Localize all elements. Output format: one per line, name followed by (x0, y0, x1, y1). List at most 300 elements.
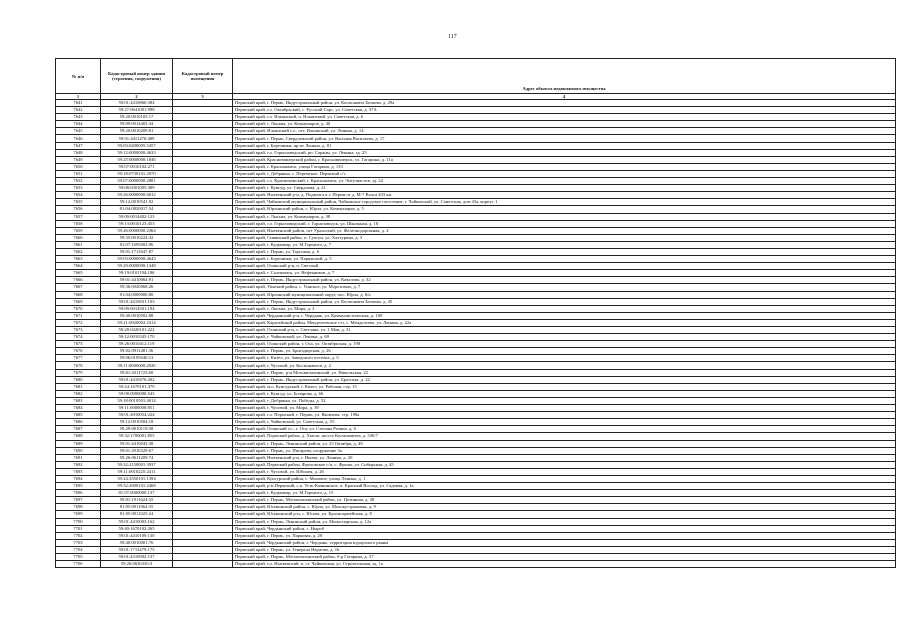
cadastral-number-building: 59:20:0010103:17 (101, 114, 173, 121)
object-address: Пермский край, р-н Пермский, с.п. Усть-Качкинское, п. Красный Восход, ул. Садовая, д. 1а (233, 483, 896, 490)
table-row (56, 390, 896, 397)
cadastral-number-building: 59:40:1670102:265 (101, 525, 173, 532)
row-number: 7650 (56, 163, 101, 170)
table-row (56, 248, 896, 255)
cadastral-number-building: 59:06:0105040:13 (101, 355, 173, 362)
cadastral-number-room (173, 213, 233, 220)
object-address: Пермский край, г. Пермь, ул. Бригадирская, д. 26 (233, 348, 896, 355)
cadastral-number-building: 59:12:0000000:4633 (101, 149, 173, 156)
cadastral-number-building: 59:40:0010001:76 (101, 539, 173, 546)
cadastral-number-building: 59:20:0010209:81 (101, 128, 173, 135)
table-row (56, 256, 896, 263)
row-number: 7657 (56, 213, 101, 220)
object-address: Пермский край, Чердынский район, с. Ныроб (233, 525, 896, 532)
table-row (56, 419, 896, 426)
cadastral-number-building: 81:05:0011064:35 (101, 504, 173, 511)
cadastral-number-building: 59:01:1713479:175 (101, 546, 173, 553)
cadastral-number-room (173, 291, 233, 298)
row-number: 7684 (56, 405, 101, 412)
table-row (56, 220, 896, 227)
cadastral-number-room (173, 397, 233, 404)
object-address: Пермский край, Нытвенский р-н, г. Нытва, ул. Ленина, д. 20 (233, 454, 896, 461)
object-address: Пермский край, м.о. Кунгурский, г. Кизел, ул. Рабочая, стр. 15 (233, 383, 896, 390)
object-address: Пермский край, г.о. Горнозаводский, г. Горнозаводск, ул. Школьная, д. 18 (233, 220, 896, 227)
cadastral-number-building: 59:18:0010501:4014 (101, 397, 173, 404)
cadastral-number-building: 81:05:0011025:24 (101, 511, 173, 518)
object-address: Пермский край, г. Пермь, ул. Генерала Наумова, д. 16 (233, 546, 896, 553)
object-address: Пермский край, г.о. Октябрьский, с. Русский Сарс, ул. Советская, д. 37А (233, 107, 896, 114)
row-number: 7699 (56, 511, 101, 518)
cadastral-number-room (173, 561, 233, 568)
table-row (56, 206, 896, 213)
cadastral-number-room (173, 468, 233, 475)
cadastral-number-room (173, 220, 233, 227)
object-address: Пермский край, г. Чайковский, ул. Советская, д. 55 (233, 419, 896, 426)
cadastral-number-building: 59:01:4410470:202 (101, 376, 173, 383)
cadastral-number-room (173, 383, 233, 390)
header-cad-building: Кадастровый номер здания (строения, сооружения) (101, 59, 173, 94)
object-address: Пермский край, г. Кунгур, ул. Бочарова, д. 66 (233, 390, 896, 397)
cadastral-number-room (173, 497, 233, 504)
object-address: Пермский край, г. Кудымкар, ул. М.Горького, д. 15 (233, 490, 896, 497)
cadastral-number-building: 59:09:0014402:123 (101, 213, 173, 220)
table-row (56, 241, 896, 248)
row-number: 7687 (56, 426, 101, 433)
table-row (56, 412, 896, 419)
row-number: 7667 (56, 284, 101, 291)
row-number: 7653 (56, 185, 101, 192)
table-row (56, 128, 896, 135)
row-number: 7646 (56, 135, 101, 142)
row-number: 7644 (56, 121, 101, 128)
cadastral-number-room (173, 546, 233, 553)
table-row (56, 475, 896, 482)
table-row (56, 525, 896, 532)
row-number: 7682 (56, 390, 101, 397)
table-row (56, 192, 896, 199)
object-address: Пермский край, г. Лысьва, ул. Мира, д. 3 (233, 305, 896, 312)
cadastral-number-room (173, 355, 233, 362)
table-row (56, 298, 896, 305)
table-row (56, 483, 896, 490)
object-address: Пермский край, Нытвенский район, пгт Уральский, ул. Железнодорожная, д. 4 (233, 227, 896, 234)
row-number: 7680 (56, 376, 101, 383)
table-row (56, 511, 896, 518)
object-address: Пермский край, г. Лысьва, ул. Коммунаров, д. 38 (233, 213, 896, 220)
object-address: Пермский край, г. Чусовой, ул. Космонавтов, д. 2 (233, 362, 896, 369)
table-body (56, 100, 896, 568)
row-number: 7681 (56, 383, 101, 390)
table-row (56, 397, 896, 404)
table-row (56, 163, 896, 170)
object-address: Пермский край, г. Березники, ул. Парижской, д. 5 (233, 256, 896, 263)
cadastral-number-building: 59:21:0920002:2314 (101, 319, 173, 326)
cadastral-number-room (173, 156, 233, 163)
cadastral-number-room (173, 334, 233, 341)
table-row (56, 213, 896, 220)
header-num: № п/п (56, 59, 101, 94)
cadastral-number-building: 59:01:4411470:489 (101, 135, 173, 142)
table-row (56, 468, 896, 475)
row-number: 7676 (56, 348, 101, 355)
cadastral-number-building: 59:35:0010224:32 (101, 234, 173, 241)
row-number: 7692 (56, 461, 101, 468)
table-row (56, 170, 896, 177)
cadastral-number-building: 81:07:1695002:96 (101, 241, 173, 248)
table-row (56, 426, 896, 433)
cadastral-number-room (173, 270, 233, 277)
row-number: 7702 (56, 532, 101, 539)
row-number: 7705 (56, 554, 101, 561)
row-number: 7665 (56, 270, 101, 277)
table-row (56, 142, 896, 149)
object-address: Пермский край, Юрлинский муниципальный округ, пос. Юрла, д. 8/а (233, 291, 896, 298)
cadastral-number-building: 59:32:2150001:3937 (101, 461, 173, 468)
object-address: Пермский край, Карагайский район, Менделеевское с/п, с. Менделеево, ул. Ленина, д. 22а (233, 319, 896, 326)
table-header-row (56, 59, 896, 94)
object-address: Пермский край, г. Пермь, Индустриальный район, ул. Космонавта Беляева, д. 29а (233, 100, 896, 107)
row-number: 7678 (56, 362, 101, 369)
cadastral-number-room (173, 518, 233, 525)
row-number: 7658 (56, 220, 101, 227)
cadastral-number-building: 59:24:1670101:379 (101, 383, 173, 390)
table-row (56, 362, 896, 369)
object-address: Пермский край, Красновишерский район, г. Красновишерск, ул. Гагарина, д. 11а (233, 156, 896, 163)
row-number: 7697 (56, 497, 101, 504)
object-address: Пермский край, г. Кудымкар, ул. М.Горького, д. 7 (233, 241, 896, 248)
cadastral-number-building: 59:26:0010412:119 (101, 341, 173, 348)
cadastral-number-room (173, 426, 233, 433)
row-number: 7659 (56, 227, 101, 234)
object-address: Пермский край, г. Лысьва, ул. Коммунаров, д. 40 (233, 121, 896, 128)
cadastral-number-room (173, 504, 233, 511)
object-address: Пермский край, г. Добрянка, с. Перемское, Пермский с/с (233, 170, 896, 177)
object-address: Пермский край, г. Чусовой, ул. Юбилея, д. 26 (233, 468, 896, 475)
row-number: 7662 (56, 248, 101, 255)
object-address: Пермский край, г.о. Краснокамский, г. Краснокамск, ул. Энтузиастов, зд. 22 (233, 178, 896, 185)
object-address: Пермский край, г. Добрянка, ул. Победы, д. 52 (233, 397, 896, 404)
object-address: Пермский край, г. Пермь, Мотовилихинский район, ул. Целинная, д. 38 (233, 497, 896, 504)
cadastral-number-room (173, 554, 233, 561)
table-row (56, 454, 896, 461)
row-number: 7645 (56, 128, 101, 135)
object-address: Пермский край, г.о. Горнозаводский, рп. Сараны, ул. Ленина, зд. 25 (233, 149, 896, 156)
object-address: Пермский край, Чайковский муниципальный район, Чайковское городское поселение, г. Чайковский, ул. Советская, дом 43а, корпус 1 (233, 199, 896, 206)
cadastral-number-building: 59:40:0010502:88 (101, 312, 173, 319)
cadastral-number-building: 59:32:1700001:855 (101, 433, 173, 440)
object-address: Пермский край, г. Пермь, Индустриальный район, ул. Космонавта Беляева, д. 45 (233, 298, 896, 305)
object-address: Пермский край, г. Пермь, ул. Торговая, д. 6 (233, 248, 896, 255)
cadastral-number-room (173, 100, 233, 107)
row-number: 7666 (56, 277, 101, 284)
table-row (56, 497, 896, 504)
table-row (56, 107, 896, 114)
table-row (56, 270, 896, 277)
cadastral-number-room (173, 376, 233, 383)
object-address: Пермский край, г. Пермь, Ленинский район, ул. 25 Октября, д. 48 (233, 440, 896, 447)
table-row (56, 490, 896, 497)
object-address: Пермский край, г. Пермь, ул. Парковая, д. 20 (233, 532, 896, 539)
cadastral-number-building: 59:01:4410043:38 (101, 440, 173, 447)
cadastral-number-room (173, 319, 233, 326)
cadastral-number-room (173, 454, 233, 461)
row-number: 7670 (56, 305, 101, 312)
row-number: 7661 (56, 241, 101, 248)
row-number: 7693 (56, 468, 101, 475)
table-row (56, 284, 896, 291)
cadastral-number-room (173, 199, 233, 206)
cadastral-number-room (173, 490, 233, 497)
cadastral-number-building: 59:26:0630330:3 (101, 561, 173, 568)
table-row (56, 291, 896, 298)
object-address: Пермский край, г.о. Пермский, г. Пермь, ул. Яковлева, стр. 198а (233, 412, 896, 419)
table-row (56, 156, 896, 163)
row-number: 7685 (56, 412, 101, 419)
row-number: 7694 (56, 475, 101, 482)
table-row (56, 518, 896, 525)
cadastral-number-room (173, 369, 233, 376)
cadastral-number-room (173, 475, 233, 482)
cadastral-number-room (173, 227, 233, 234)
object-address: Пермский край, г. Пермь, р-н Мотовилихинский, ул. Никольская, 22 (233, 369, 896, 376)
table-row (56, 348, 896, 355)
object-address: Пермский край, Осинский г.о., г. Оса, ул. Степана Разина, д. 6 (233, 426, 896, 433)
row-number: 7655 (56, 199, 101, 206)
table-row (56, 369, 896, 376)
cadastral-number-building: 59:25:0000000:1846 (101, 156, 173, 163)
row-number: 7651 (56, 170, 101, 177)
cadastral-number-room (173, 284, 233, 291)
table-row (56, 334, 896, 341)
object-address: Пермский край, г. Пермь, Ленинский район, ул. Монастырская, д. 12а (233, 518, 896, 525)
table-row (56, 135, 896, 142)
row-number: 7703 (56, 539, 101, 546)
cadastral-number-building: 59:18:0730101:2070 (101, 170, 173, 177)
cadastral-number-building: 59:09:0014501:194 (101, 305, 173, 312)
table-row (56, 121, 896, 128)
cadastral-number-room (173, 256, 233, 263)
object-address: Пермский край, г.о. Ильинский, п. Ильинский, ул. Советская, д. 6 (233, 114, 896, 121)
object-address: Пермский край, Ильинский г.о., пгт. Ильинский, ул. Ленина, д. 14 (233, 128, 896, 135)
row-number: 7663 (56, 256, 101, 263)
object-address: Пермский край, г. Березники, пр-кт Ленина, д. 81 (233, 142, 896, 149)
cadastral-number-building: 59:36:0020068:26 (101, 284, 173, 291)
cadastral-number-room (173, 447, 233, 454)
table-row (56, 185, 896, 192)
cadastral-number-building: 59:01:2910329:67 (101, 447, 173, 454)
object-address: Пермский край, Осинский район, г. Оса, ул. Октябрьская, д. 198 (233, 341, 896, 348)
cadastral-number-building: 59:26:0611209:74 (101, 454, 173, 461)
cadastral-number-room (173, 525, 233, 532)
table-row (56, 355, 896, 362)
cadastral-number-room (173, 305, 233, 312)
object-address: Пермский край, г. Кизел, ул. Заводского поселка, д. 5 (233, 355, 896, 362)
row-number: 7701 (56, 525, 101, 532)
table-row (56, 461, 896, 468)
cadastral-number-building: 59:01:4311723:60 (101, 369, 173, 376)
row-number: 7642 (56, 107, 101, 114)
row-number: 7672 (56, 319, 101, 326)
object-address: Пермский край, Юсьвинский район, с. Юрла, ул. Малокустрановая, д. 9 (233, 504, 896, 511)
cadastral-number-building: 59:03:0200005:5457 (101, 142, 173, 149)
table-row (56, 546, 896, 553)
object-address: Пермский край, г. Кунгур, ул. Свердлова, д. 21 (233, 185, 896, 192)
cadastral-number-building: 59:09:0014403:34 (101, 121, 173, 128)
row-number: 7656 (56, 206, 101, 213)
row-number: 7706 (56, 561, 101, 568)
cadastral-number-building: 59:01:4410860:384 (101, 100, 173, 107)
object-address: Пермский край, Оханский р-н, с. Светлана, ул. 1 Мая, д. 31 (233, 327, 896, 334)
cadastral-number-building: 59:01:4310902:137 (101, 554, 173, 561)
table-row (56, 263, 896, 270)
row-number: 7679 (56, 369, 101, 376)
row-number: 7704 (56, 546, 101, 553)
cadastral-number-building: 59:26:0000000:6812 (101, 192, 173, 199)
cadastral-number-room (173, 341, 233, 348)
cadastral-number-room (173, 405, 233, 412)
cadastral-number-building: 59:01:1911624:55 (101, 497, 173, 504)
cadastral-number-room (173, 277, 233, 284)
cadastral-number-room (173, 107, 233, 114)
cadastral-number-room (173, 348, 233, 355)
cadastral-number-building: 59:11:0010225:2411 (101, 468, 173, 475)
object-address: Пермский край, г.о. Нытвенский, п. ст. Чайковская, ул. Строительная, зд. 1а (233, 561, 896, 568)
cadastral-number-room (173, 234, 233, 241)
cadastral-number-room (173, 461, 233, 468)
object-address: Пермский край, Кунгурский район, с. Моховое, улица Ленина, д. 1 (233, 475, 896, 482)
cadastral-number-building: 59:19:0101194:186 (101, 270, 173, 277)
object-address: Пермский край, г. Краснокамск, улица Гагарина, д. 133 (233, 163, 896, 170)
cadastral-number-building: 81:07:0000000:137 (101, 490, 173, 497)
cadastral-number-building: 59:32:2000101:2468 (101, 483, 173, 490)
cadastral-number-building: 59:01:4410003:162 (101, 518, 173, 525)
cadastral-number-room (173, 241, 233, 248)
object-address: Пермский край, Пермский район, Фроловское с/п, с. Фролы, ул. Сибирская, д. 45 (233, 461, 896, 468)
cadastral-number-building: 59:01:4410109:130 (101, 532, 173, 539)
row-number: 7669 (56, 298, 101, 305)
object-address: Пермский край, Сивинский район, п. Суксун, ул. Халтурина, д. 3 (233, 234, 896, 241)
cadastral-number-building: 59:12:0010345:170 (101, 334, 173, 341)
object-address: Пермский край, г. Чусовой, ул. Мира, д. 39 (233, 405, 896, 412)
object-address: Пермский край, Юрлинский район, с. Юрла, ул. Коммунаров, д. 5 (233, 206, 896, 213)
table-row (56, 305, 896, 312)
cadastral-number-building: 59:29:0010119:38 (101, 426, 173, 433)
cadastral-number-room (173, 298, 233, 305)
object-address: Пермский край, Осинский р-н, п. Светлый (233, 263, 896, 270)
row-number: 7698 (56, 504, 101, 511)
object-address: Пермский край, Уинский район, с. Уинское, ул. Морозовых, д. 7 (233, 284, 896, 291)
cadastral-number-building: 59:27:0641001:998 (101, 107, 173, 114)
row-number: 7671 (56, 312, 101, 319)
object-address: Пермский край, Нытвенский р-н, д. Подволга к г. Перми от д. М-7 Волга 433 км (233, 192, 896, 199)
cadastral-number-room (173, 149, 233, 156)
row-number: 7695 (56, 483, 101, 490)
table-row (56, 319, 896, 326)
cadastral-number-room (173, 170, 233, 177)
cadastral-number-building: 59:01:4410064:91 (101, 277, 173, 284)
cadastral-number-room (173, 440, 233, 447)
table-row (56, 327, 896, 334)
column-number: 4 (233, 94, 896, 100)
cadastral-number-room (173, 206, 233, 213)
cadastral-number-room (173, 412, 233, 419)
table-row (56, 227, 896, 234)
object-address: Пермский край, г. Пермь, Свердловский район, ул. Василия Васильева, д. 17 (233, 135, 896, 142)
cadastral-number-room (173, 128, 233, 135)
cadastral-number-room (173, 142, 233, 149)
property-register-table (55, 58, 896, 568)
row-number: 7686 (56, 419, 101, 426)
object-address: Пермский край, Пермский район, д. Хмели, шоссе Космонавтов, д. 330/7 (233, 433, 896, 440)
table-row (56, 376, 896, 383)
row-number: 7691 (56, 454, 101, 461)
cadastral-number-building: 59:12:0010541:92 (101, 199, 173, 206)
cadastral-number-room (173, 511, 233, 518)
cadastral-number-building: 59:28:0420101:222 (101, 327, 173, 334)
table-row (56, 114, 896, 121)
cadastral-number-building: 59:11:0000000:851 (101, 405, 173, 412)
row-number: 7654 (56, 192, 101, 199)
table-row (56, 561, 896, 568)
cadastral-number-room (173, 248, 233, 255)
table-row (56, 341, 896, 348)
object-address: Пермский край, г. Пермь, Мотовилихинский район, б-р Гагарина, д. 37 (233, 554, 896, 561)
cadastral-number-room (173, 114, 233, 121)
cadastral-number-building: 59:12:0010504:18 (101, 419, 173, 426)
row-number: 7652 (56, 178, 101, 185)
row-number: 7668 (56, 291, 101, 298)
cadastral-number-building: 59:08:0301005:389 (101, 185, 173, 192)
cadastral-number-room (173, 185, 233, 192)
row-number: 7688 (56, 433, 101, 440)
row-number: 7677 (56, 355, 101, 362)
cadastral-number-building: 59:08:0000000:543 (101, 390, 173, 397)
row-number: 7700 (56, 518, 101, 525)
cadastral-number-room (173, 178, 233, 185)
object-address: Пермский край, Чердынский р-н, г. Чердынь, ул. Коммунистическая, д. 100 (233, 312, 896, 319)
object-address: Пермский край, Юсьвинский р-н, с. Юсьва, ул. Красноармейская, д. 8 (233, 511, 896, 518)
cadastral-number-building: 59:01:1713047:87 (101, 248, 173, 255)
cadastral-number-room (173, 532, 233, 539)
cadastral-number-room (173, 312, 233, 319)
cadastral-number-room (173, 419, 233, 426)
table-row (56, 383, 896, 390)
cadastral-number-room (173, 192, 233, 199)
table-row (56, 234, 896, 241)
row-number: 7649 (56, 156, 101, 163)
table-row (56, 277, 896, 284)
header-cad-room: Кадастровый номер помещения (173, 59, 233, 94)
row-number: 7690 (56, 447, 101, 454)
object-address: Пермский край, Чердынский район, г. Чердынь, территория курортного рынка (233, 539, 896, 546)
row-number: 7689 (56, 440, 101, 447)
object-address: Пермский край, г. Пермь, Индустриальный район, ул. Качалова, д. 32 (233, 277, 896, 284)
table-row (56, 539, 896, 546)
cadastral-number-building: 59:01:4410831:103 (101, 298, 173, 305)
cadastral-number-room (173, 163, 233, 170)
row-number: 7674 (56, 334, 101, 341)
cadastral-number-room (173, 121, 233, 128)
row-number: 7673 (56, 327, 101, 334)
cadastral-number-building: 59:03:0000000:4643 (101, 256, 173, 263)
object-address: Пермский край, г. Пермь, ул. Писарева, сооружение 3а (233, 447, 896, 454)
column-number: 1 (56, 94, 101, 100)
cadastral-number-building: 81:04:0820017:54 (101, 206, 173, 213)
cadastral-number-building: 81:04:0000000:80 (101, 291, 173, 298)
row-number: 7675 (56, 341, 101, 348)
cadastral-number-building: 59:02:0911481:36 (101, 348, 173, 355)
object-address: Пермский край, г. Чайковский, ул. Ленина, д. 69 (233, 334, 896, 341)
